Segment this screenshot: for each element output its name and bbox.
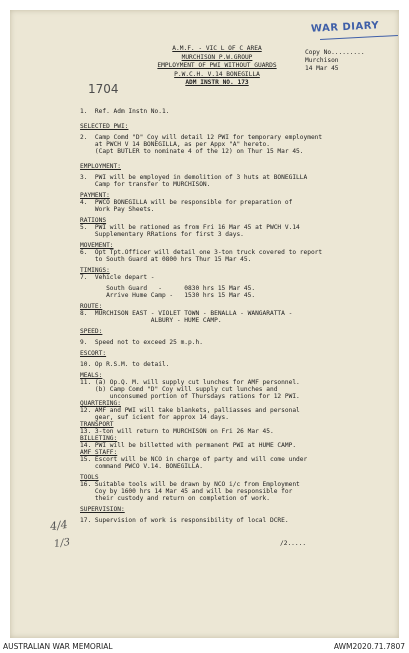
continuation-marker: /2..... bbox=[280, 540, 307, 547]
para-13: 13. 3-ton will return to MURCHISON on Fri 26 Mar 45. bbox=[80, 428, 274, 435]
war-diary-stamp: WAR DIARY bbox=[310, 20, 380, 35]
heading-escort: ESCORT: bbox=[80, 350, 107, 357]
para-9: 9. Speed not to exceed 25 m.p.h. bbox=[80, 339, 203, 346]
stamp-underline bbox=[320, 35, 398, 40]
para-15-line-2: command PWCO V.14. BONEGILLA. bbox=[80, 463, 203, 470]
file-number: 1704 bbox=[88, 82, 119, 96]
archive-footer bbox=[0, 640, 409, 653]
document-header bbox=[137, 45, 297, 88]
document-body bbox=[80, 108, 380, 547]
para-3-line-1: 3. PWI will be employed in demolition of 3 huts at BONEGILLA bbox=[80, 174, 308, 181]
heading-rations: RATIONS bbox=[80, 217, 107, 224]
para-2-line-1: 2. Camp Comd "D" Coy will detail 12 PWI for temporary employment bbox=[80, 134, 323, 141]
copy-place: Murchison bbox=[305, 57, 339, 64]
header-instruction: ADM INSTR NO. 173 bbox=[185, 79, 249, 86]
para-3-line-2: Camp for transfer to MURCHISON. bbox=[80, 181, 211, 188]
heading-movement: MOVEMENT: bbox=[80, 242, 114, 249]
para-7-line-1: 7. Vehicle depart - bbox=[80, 274, 155, 281]
para-16-line-2: Coy by 1600 hrs 14 Mar 45 and will be responsible for bbox=[80, 488, 293, 495]
para-12-line-2: gear, suf icient for approx 14 days. bbox=[80, 414, 230, 421]
copy-number: Copy No......... bbox=[305, 49, 365, 56]
heading-timings: TIMINGS: bbox=[80, 267, 110, 274]
copy-details bbox=[305, 49, 365, 73]
heading-supervision: SUPERVISION: bbox=[80, 506, 125, 513]
heading-tools: TOOLS bbox=[80, 474, 99, 481]
header-location: P.W.C.H. V.14 BONEGILLA bbox=[174, 70, 260, 78]
para-6-line-2: to South Guard at 0800 hrs Thur 15 Mar 45. bbox=[80, 256, 252, 263]
footer-accession: AWM2020.71.7807 bbox=[333, 642, 405, 651]
para-2-line-2: at PWCH V 14 BONEGILLA, as per Appx "A" hereto. bbox=[80, 141, 270, 148]
heading-quartering: QUARTERING: bbox=[80, 400, 121, 407]
para-4-line-2: Work Pay Sheets. bbox=[80, 206, 155, 213]
para-2-line-3: (Capt BUTLER to nominate 4 of the 12) on Thur 15 Mar 45. bbox=[80, 148, 304, 155]
header-area: A.M.F. - VIC L OF C AREA bbox=[172, 45, 262, 52]
heading-employment: EMPLOYMENT: bbox=[80, 163, 121, 170]
para-11-line-3: unconsumed portion of Thursdays rations for 12 PWI. bbox=[80, 393, 300, 400]
para-10: 10. Op R.S.M. to detail. bbox=[80, 361, 170, 368]
para-8-line-1: 8. MURCHISON EAST - VIOLET TOWN - BENALLA - WANGARATTA - bbox=[80, 310, 293, 317]
para-5-line-2: Supplementary RRations for first 3 days. bbox=[80, 231, 244, 238]
para-1: 1. Ref. Adm Instn No.1. bbox=[80, 108, 170, 115]
para-15-line-1: 15. Escort will be NCO in charge of party and will come under bbox=[80, 456, 308, 463]
para-11-line-2: (b) Camp Comd "D" Coy will supply cut lunches and bbox=[80, 386, 278, 393]
handwritten-note-1: 4/4 bbox=[49, 517, 69, 534]
heading-amf-staff: AMF STAFF: bbox=[80, 449, 118, 456]
para-14: 14. PWI will be billetted with permanent PWI at HUME CAMP. bbox=[80, 442, 297, 449]
handwritten-note-2: 1/3 bbox=[53, 536, 71, 551]
footer-institution: AUSTRALIAN WAR MEMORIAL bbox=[3, 642, 113, 651]
header-group: MURCHISON P.W.GROUP bbox=[181, 53, 253, 61]
para-16-line-1: 16. Suitable tools will be drawn by NCO i/c from Employment bbox=[80, 481, 300, 488]
para-16-line-3: their custody and return on completion of work. bbox=[80, 495, 270, 502]
para-17: 17. Supervision of work is responsibility of local DCRE. bbox=[80, 517, 289, 524]
heading-selected-pwi: SELECTED PWI: bbox=[80, 123, 129, 130]
para-11-line-1: 11. (a) Op.Q. M. will supply cut lunches for AMF personnel. bbox=[80, 379, 300, 386]
heading-billeting: BILLETING: bbox=[80, 435, 118, 442]
para-8-line-2: ALBURY - HUME CAMP. bbox=[80, 317, 222, 324]
heading-transport: TRANSPORT bbox=[80, 421, 114, 428]
header-subject: EMPLOYMENT OF PWI WITHOUT GUARDS bbox=[157, 62, 277, 69]
copy-date: 14 Mar 45 bbox=[305, 65, 339, 72]
heading-route: ROUTE: bbox=[80, 303, 103, 310]
para-7-line-2: South Guard - 0830 hrs 15 Mar 45. bbox=[80, 285, 256, 292]
para-6-line-1: 6. Opt Tpt.Officer will detail one 3-ton truck covered to report bbox=[80, 249, 323, 256]
heading-speed: SPEED: bbox=[80, 328, 103, 335]
para-7-line-3: Arrive Hume Camp - 1530 hrs 15 Mar 45. bbox=[80, 292, 256, 299]
para-4-line-1: 4. PWCO BONEGILLA will be responsible for preparation of bbox=[80, 199, 293, 206]
heading-payment: PAYMENT: bbox=[80, 192, 110, 199]
heading-meals: MEALS: bbox=[80, 372, 103, 379]
para-5-line-1: 5. PWI will be rationed as from Fri 16 Mar 45 at PWCH V.14 bbox=[80, 224, 300, 231]
para-12-line-1: 12. AMF and PWI will take blankets, palliasses and personal bbox=[80, 407, 300, 414]
